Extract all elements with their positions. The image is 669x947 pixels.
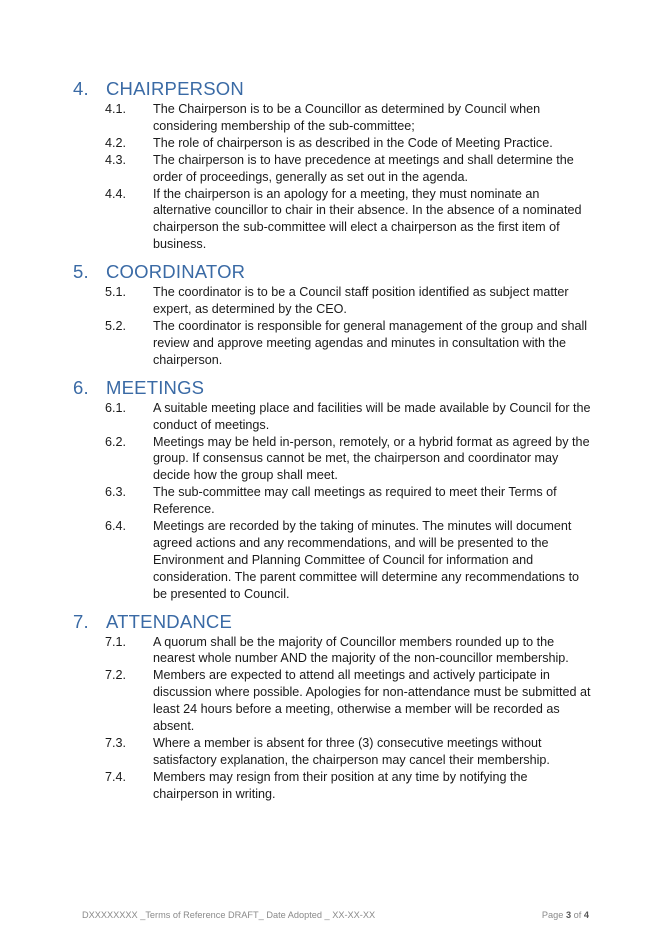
section-number: 6. [73, 376, 89, 398]
clause-item [0, 634, 669, 668]
section-title: CHAIRPERSON [106, 78, 244, 99]
page-number [542, 909, 589, 921]
section-title: COORDINATOR [106, 261, 246, 283]
clause-number: 6.1. [105, 400, 127, 415]
clause-number: 5.2. [105, 318, 127, 333]
clause-item [0, 484, 669, 518]
clause-list [0, 400, 669, 603]
clause-list [0, 284, 669, 369]
clause-item [0, 284, 669, 318]
clause-text: Meetings are recorded by the taking of minutes. The minutes will document agreed actions and any recommendations, and will be presented to the Environment and Planning Committee of Council for information and consideration. The parent committee will determine any recommendations to be presented to Council. [153, 519, 580, 601]
clause-text: The sub-committee may call meetings as required to meet their Terms of Reference. [153, 485, 557, 517]
clause-item [0, 518, 669, 603]
clause-number: 7.2. [105, 668, 127, 683]
clause-number: 6.3. [105, 485, 127, 500]
clause-text: A suitable meeting place and facilities will be made available by Council for the conduct of meetings. [153, 400, 591, 432]
clause-item [0, 769, 669, 803]
section-heading [73, 261, 669, 283]
clause-number: 4.2. [105, 135, 127, 150]
section-heading [73, 377, 669, 399]
clause-number: 6.2. [105, 434, 127, 449]
section-coordinator [0, 261, 669, 369]
footer-document-reference: DXXXXXXXX _Terms of Reference DRAFT_ Date Adopted _ XX-XX-XX [82, 910, 376, 920]
clause-text: The role of chairperson is as described in the Code of Meeting Practice. [153, 135, 553, 150]
page-footer [82, 909, 589, 921]
section-number: 5. [73, 261, 89, 283]
clause-item [0, 434, 669, 485]
section-number: 7. [73, 610, 89, 632]
section-title: ATTENDANCE [106, 610, 233, 632]
page-current: 3 [565, 910, 572, 920]
clause-text: The chairperson is to have precedence at meetings and shall determine the order of proceedings, generally as set out in the agenda. [153, 152, 574, 184]
page-total: 4 [583, 910, 589, 920]
clause-list [0, 101, 669, 253]
section-chairperson [0, 78, 669, 253]
clause-item [0, 318, 669, 369]
clause-item [0, 186, 669, 254]
clause-text: The coordinator is to be a Council staff position identified as subject matter expert, as determined by the CEO. [153, 285, 569, 317]
clause-number: 7.1. [105, 634, 127, 649]
section-number: 4. [73, 78, 89, 99]
clause-item [0, 735, 669, 769]
section-heading [73, 78, 669, 100]
clause-text: The Chairperson is to be a Councillor as determined by Council when considering membership of the sub-committee; [153, 102, 541, 133]
clause-number: 4.4. [105, 186, 127, 201]
clause-item [0, 400, 669, 434]
clause-text: The coordinator is responsible for general management of the group and shall review and approve meeting agendas and minutes in consultation with the chairperson. [153, 318, 588, 367]
clause-number: 7.4. [105, 769, 127, 784]
clause-number: 7.3. [105, 736, 127, 750]
clause-text: Members are expected to attend all meetings and actively participate in discussion where possible. Apologies for non-attendance must be submitted at least 24 hours before a meeting, otherwise a member will be recorded as absent. [153, 668, 591, 734]
section-meetings [0, 377, 669, 603]
page-label: Page [541, 910, 564, 920]
clause-text: A quorum shall be the majority of Councillor members rounded up to the nearest whole number AND the majority of the non-councillor membership. [153, 634, 569, 666]
section-title: MEETINGS [106, 376, 205, 398]
clause-text: If the chairperson is an apology for a meeting, they must nominate an alternative councillor to chair in their absence. In the absence of a nominated chairperson the sub-committee will elect a chairperson as the first item of business. [153, 186, 582, 252]
page-of-label: of [573, 910, 582, 920]
clause-item [0, 101, 669, 135]
clause-list [0, 634, 669, 803]
document-body [0, 78, 669, 803]
clause-number: 6.4. [105, 519, 127, 534]
clause-item [0, 667, 669, 735]
clause-number: 5.1. [105, 285, 127, 300]
clause-item [0, 135, 669, 152]
section-attendance [0, 611, 669, 803]
clause-text: Meetings may be held in-person, remotely, or a hybrid format as agreed by the group. If consensus cannot be met, the chairperson and coordinator may decide how the group shall meet. [153, 434, 590, 483]
clause-text: Members may resign from their position at any time by notifying the chairperson in writing. [153, 769, 528, 801]
clause-text: Where a member is absent for three (3) consecutive meetings without satisfactory explanation, the chairperson may cancel their membership. [153, 736, 550, 767]
section-heading [73, 611, 669, 633]
clause-item [0, 152, 669, 186]
clause-number: 4.3. [105, 152, 127, 167]
clause-number: 4.1. [105, 102, 127, 116]
